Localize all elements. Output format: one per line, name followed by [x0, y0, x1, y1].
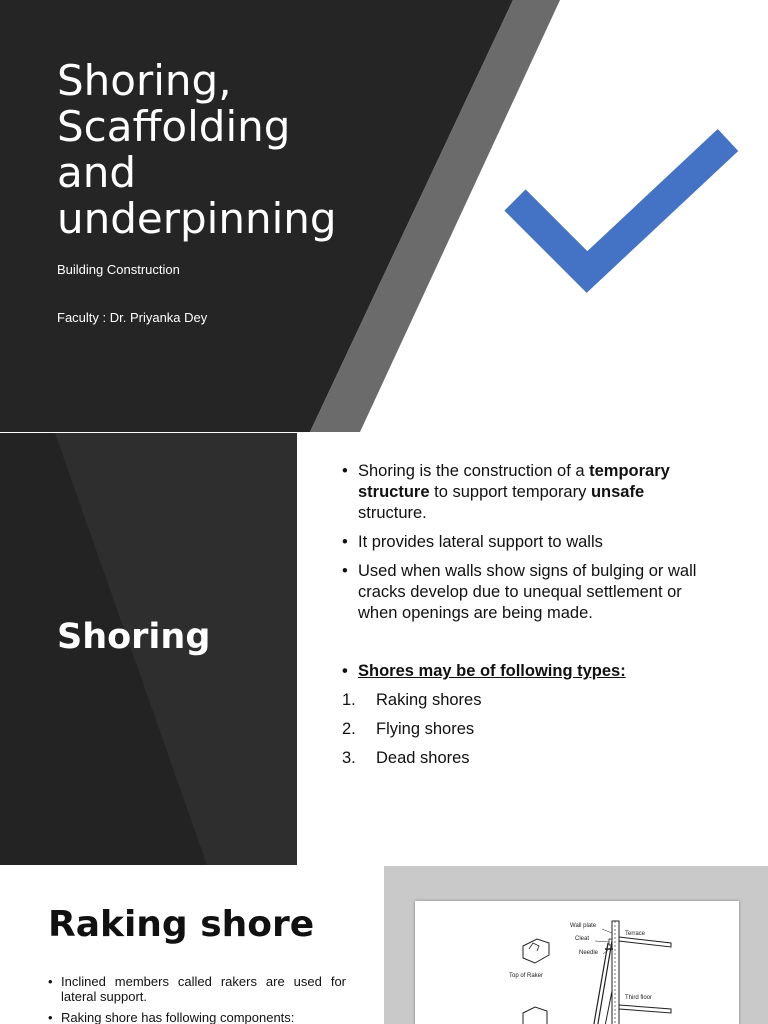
presentation-subtitle: Building Construction	[57, 262, 180, 277]
list-number: 1.	[342, 691, 356, 709]
list-number: 3.	[342, 749, 356, 767]
title-slide	[0, 0, 768, 432]
list-item	[342, 748, 702, 769]
raking-content	[48, 974, 346, 1024]
bullet-definition	[342, 461, 702, 524]
list-item	[342, 719, 702, 740]
list-label: Dead shores	[376, 749, 470, 767]
raking-shore-slide	[0, 866, 768, 1024]
leader-line	[595, 941, 609, 942]
diagram-panel	[384, 866, 768, 1024]
third-floor-slab	[619, 1005, 671, 1013]
diagram-drawing	[415, 901, 739, 1024]
shoring-content	[342, 461, 702, 777]
presentation-title: Shoring, Scaffolding and underpinning	[57, 56, 337, 243]
shoring-slide	[0, 433, 768, 865]
text-segment: to support temporary	[429, 483, 591, 501]
diagram-label-third-floor: Third floor	[625, 995, 653, 1001]
list-label: Raking shores	[376, 691, 482, 709]
bullet-rakers: • Inclined members called rakers are used for lateral support.	[48, 974, 346, 1004]
checkmark-icon	[515, 140, 728, 272]
raker	[602, 991, 612, 1024]
slide-title: Shoring	[57, 617, 211, 657]
raking-shore-diagram	[415, 901, 739, 1024]
bullet-usage: • Used when walls show signs of bulging or wall cracks develop due to unequal settlement or when openings are being made.	[342, 561, 702, 624]
text-segment: structure.	[358, 504, 427, 522]
diagram-label-wall-plate: Wall plate	[570, 923, 597, 929]
bullet-components: • Raking shore has following components:	[48, 1010, 346, 1024]
list-number: 2.	[342, 720, 356, 738]
bold-text: unsafe	[590, 483, 645, 501]
leader-line	[602, 929, 612, 933]
slide-title: Raking shore	[48, 904, 315, 945]
diagram-label-needle: Needle	[579, 950, 599, 956]
bold-text: temporary structure	[358, 462, 670, 501]
text-segment: Shoring is the construction of a	[358, 462, 590, 480]
raker-top-block	[523, 939, 549, 963]
bottom-block	[523, 1007, 547, 1024]
terrace-slab	[619, 937, 671, 947]
leader-line	[603, 950, 608, 954]
wall	[612, 921, 619, 1024]
diagram-label-terrace: Terrace	[625, 931, 646, 937]
raker-notch	[529, 943, 539, 951]
list-item	[342, 690, 702, 711]
types-heading: • Shores may be of following types:	[342, 661, 702, 682]
diagram-label-cleat: Cleat	[575, 936, 590, 942]
list-label: Flying shores	[376, 720, 475, 738]
bullet-lateral-support: • It provides lateral support to walls	[342, 532, 702, 553]
diagram-label-top-of-raker: Top of Raker	[509, 973, 544, 979]
faculty-name: Faculty : Dr. Priyanka Dey	[57, 310, 208, 325]
